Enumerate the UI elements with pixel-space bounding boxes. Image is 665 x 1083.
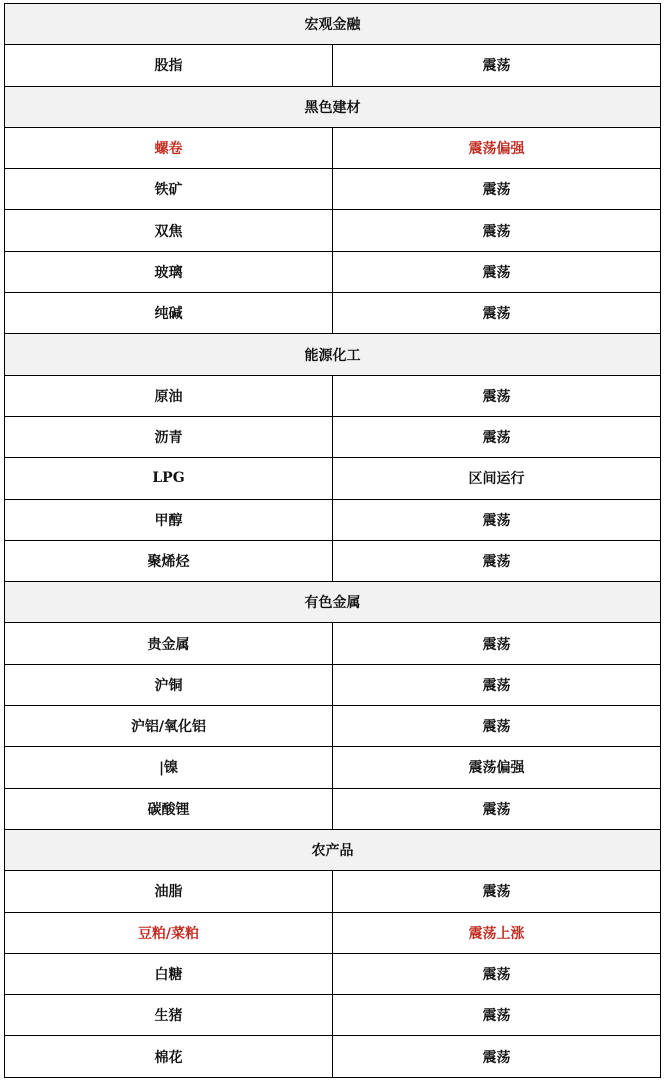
market-view: 震荡 (333, 953, 661, 994)
market-view: 震荡 (333, 871, 661, 912)
section-title: 宏观金融 (5, 4, 661, 45)
commodity-name: 贵金属 (5, 623, 333, 664)
commodity-name: 螺卷 (5, 127, 333, 168)
commodity-name: 纯碱 (5, 293, 333, 334)
market-view: 震荡 (333, 210, 661, 251)
commodity-name: |镍 (5, 747, 333, 788)
commodity-name: 生猪 (5, 995, 333, 1036)
section-row (5, 4, 661, 45)
commodity-name: 沪铝/氧化铝 (5, 706, 333, 747)
market-view: 震荡 (333, 416, 661, 457)
market-view: 震荡偏强 (333, 127, 661, 168)
market-view: 震荡 (333, 45, 661, 86)
market-view: 震荡 (333, 788, 661, 829)
section-row (5, 86, 661, 127)
table-row (5, 210, 661, 251)
section-title: 有色金属 (5, 582, 661, 623)
table-row (5, 127, 661, 168)
commodity-name: 沪铜 (5, 664, 333, 705)
table-body (5, 4, 661, 1078)
table-row (5, 499, 661, 540)
market-view-table-wrapper (4, 3, 661, 1078)
market-view: 震荡上涨 (333, 912, 661, 953)
market-view: 震荡 (333, 499, 661, 540)
section-title: 能源化工 (5, 334, 661, 375)
commodity-name: 甲醇 (5, 499, 333, 540)
table-row (5, 45, 661, 86)
market-view: 震荡 (333, 1036, 661, 1077)
commodity-name: 原油 (5, 375, 333, 416)
commodity-name: 聚烯烃 (5, 540, 333, 581)
market-view: 震荡偏强 (333, 747, 661, 788)
commodity-name: 棉花 (5, 1036, 333, 1077)
market-view: 震荡 (333, 293, 661, 334)
section-title: 农产品 (5, 829, 661, 870)
table-row (5, 664, 661, 705)
table-row (5, 458, 661, 499)
market-view: 震荡 (333, 540, 661, 581)
table-row (5, 871, 661, 912)
table-row (5, 623, 661, 664)
commodity-name: 白糖 (5, 953, 333, 994)
commodity-name: 玻璃 (5, 251, 333, 292)
table-row (5, 995, 661, 1036)
table-row (5, 953, 661, 994)
table-row (5, 747, 661, 788)
commodity-name: 双焦 (5, 210, 333, 251)
table-row (5, 416, 661, 457)
table-row (5, 293, 661, 334)
table-row (5, 540, 661, 581)
market-view: 震荡 (333, 995, 661, 1036)
market-view: 震荡 (333, 623, 661, 664)
market-view: 震荡 (333, 251, 661, 292)
table-row (5, 1036, 661, 1077)
table-row (5, 706, 661, 747)
market-view: 震荡 (333, 169, 661, 210)
table-row (5, 912, 661, 953)
commodity-name: 沥青 (5, 416, 333, 457)
market-view: 震荡 (333, 664, 661, 705)
market-view: 区间运行 (333, 458, 661, 499)
commodity-name: 股指 (5, 45, 333, 86)
table-row (5, 169, 661, 210)
commodity-name: LPG (5, 458, 333, 499)
table-row (5, 788, 661, 829)
section-row (5, 334, 661, 375)
section-row (5, 829, 661, 870)
section-row (5, 582, 661, 623)
commodity-name: 油脂 (5, 871, 333, 912)
table-row (5, 251, 661, 292)
commodity-name: 豆粕/菜粕 (5, 912, 333, 953)
commodity-name: 铁矿 (5, 169, 333, 210)
market-view-table (4, 3, 661, 1078)
section-title: 黑色建材 (5, 86, 661, 127)
market-view: 震荡 (333, 706, 661, 747)
market-view: 震荡 (333, 375, 661, 416)
commodity-name: 碳酸锂 (5, 788, 333, 829)
table-row (5, 375, 661, 416)
